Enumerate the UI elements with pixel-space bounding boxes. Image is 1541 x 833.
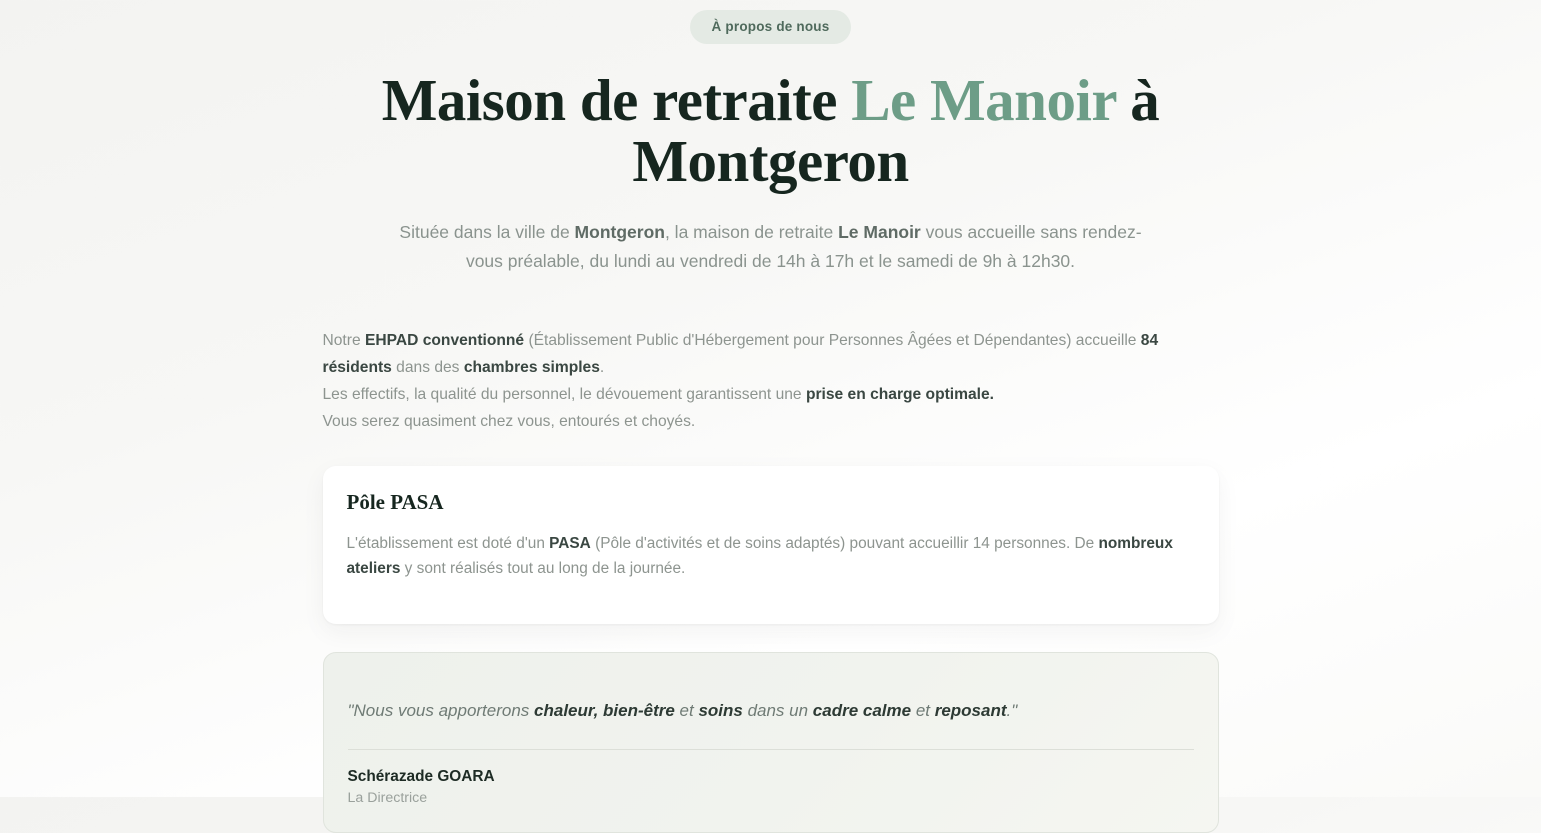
description-line-3: Vous serez quasiment chez vous, entourés et choyés. <box>322 412 696 430</box>
quote-divider <box>348 749 1194 750</box>
quote-author: Schérazade GOARA <box>347 768 495 786</box>
intro-strong-name: Le Manoir <box>838 221 921 242</box>
intro-seg2: , la maison de retraite <box>664 221 839 242</box>
page-title <box>381 67 1161 194</box>
pasa-text-e: y sont réalisés tout au long de la journée. <box>400 560 686 578</box>
quote-mid-1: et <box>674 700 699 720</box>
pasa-text-d: nombreux ateliers <box>346 534 1173 578</box>
intro-seg1: Située dans la ville de <box>399 221 575 242</box>
section-badge: À propos de nous <box>690 10 852 44</box>
desc-1g: . <box>599 359 605 377</box>
quote-text <box>348 698 1194 724</box>
desc-1f: chambres simples <box>463 359 600 377</box>
quote-strong-3: cadre calme <box>812 700 912 720</box>
quote-open: "Nous vous apporterons <box>347 700 535 720</box>
quote-mid-2: dans un <box>742 700 813 720</box>
quote-close: ." <box>1006 700 1018 720</box>
pasa-text-c: (Pôle d'activités et de soins adaptés) pouvant accueillir 14 personnes. De <box>590 534 1099 552</box>
pasa-card-title: Pôle PASA <box>346 489 444 514</box>
desc-1b: EHPAD conventionné <box>364 332 525 350</box>
director-quote-card <box>323 652 1219 833</box>
quote-strong-4: reposant <box>934 700 1007 720</box>
description-line-1 <box>323 328 1219 382</box>
badge-container <box>0 10 1541 44</box>
page-title-accent: Le Manoir <box>851 67 1117 133</box>
pasa-card-text <box>347 531 1195 583</box>
desc-1e: dans des <box>391 359 464 377</box>
desc-1c: (Établissement Public d'Hébergement pour Personnes Âgées et Dépendantes) accueille <box>524 332 1141 350</box>
quote-strong-2: soins <box>698 700 743 720</box>
desc-2a: Les effectifs, la qualité du personnel, le dévouement garantissent une <box>322 385 806 403</box>
description-paragraph <box>323 328 1219 435</box>
quote-author-role: La Directrice <box>347 790 428 807</box>
pasa-text-a: L'établissement est doté d'un <box>346 534 550 552</box>
intro-seg3: vous accueille sans rendez-vous préalable, du lundi au vendredi de 14h à 17h et le samedi de 9h à 12h30. <box>465 221 1142 271</box>
intro-paragraph <box>391 218 1151 277</box>
desc-1d: 84 résidents <box>322 332 1159 377</box>
quote-strong-1: chaleur, bien-être <box>534 700 675 720</box>
pasa-card <box>323 466 1219 624</box>
quote-mid-3: et <box>911 700 935 720</box>
desc-2b: prise en charge optimale. <box>805 385 994 403</box>
page-title-part1: Maison de retraite <box>381 67 852 133</box>
desc-1a: Notre <box>322 332 365 350</box>
intro-strong-city: Montgeron <box>574 221 665 242</box>
description-line-2 <box>323 382 1219 409</box>
pasa-text-b: PASA <box>549 534 591 552</box>
main-content <box>323 328 1219 833</box>
page-title-part2: à Montgeron <box>632 67 1160 194</box>
